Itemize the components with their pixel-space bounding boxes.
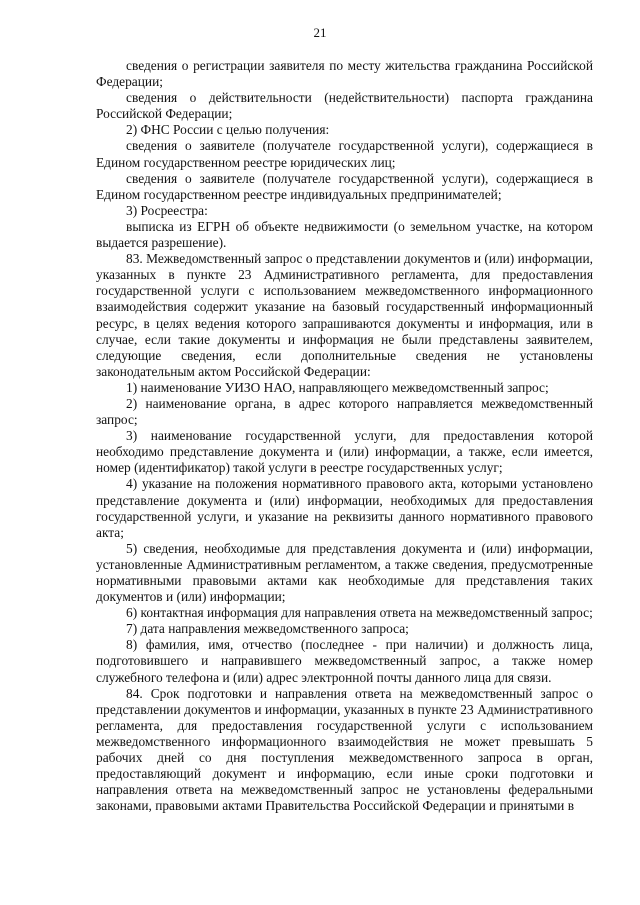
paragraph-83: 83. Межведомственный запрос о представлении документов и (или) информации, указанных в пункте 23 Административного регламента, для предоставления государственной услуги с использованием межведомственного информационного взаимодействия содержит указание на базовый государственный информационный ресурс, в целях ведения которого запрашиваются документы и информация, или в случае, если такие документы и информация не были представлены заявителем, следующие сведения, если дополнительные сведения не установлены законодательным актом Российской Федерации: <box>96 251 593 379</box>
paragraph-83-item-7: 7) дата направления межведомственного запроса; <box>126 621 409 637</box>
paragraph-83-item-2: 2) наименование органа, в адрес которого направляется межведомственный запрос; <box>96 395 593 428</box>
paragraph-83-item-4: 4) указание на положения нормативного правового акта, которыми установлено представление документа и (или) информации, необходимых для предоставления государственной услуги, и указание на реквизиты данного нормативного правового акта; <box>96 476 593 540</box>
paragraph-egrul-info: сведения о заявителе (получателе государственной услуги), содержащиеся в Едином государственном реестре юридических лиц; <box>96 138 593 170</box>
paragraph-83-item-8: 8) фамилия, имя, отчество (последнее - при наличии) и должность лица, подготовившего и направившего межведомственный запрос, а также номер служебного телефона и (или) адрес электронной почты данного лица для связи. <box>96 637 593 685</box>
paragraph-rosreestr-heading: 3) Росреестра: <box>126 202 208 218</box>
paragraph-83-item-3: 3) наименование государственной услуги, для предоставления которой необходимо представление документа и (или) информации, а также, если имеется, номер (идентификатор) такой услуги в реестре государственных услуг; <box>96 428 593 476</box>
paragraph-84: 84. Срок подготовки и направления ответа на межведомственный запрос о представлении документов и информации, указанных в пункте 23 Административного регламента, для предоставления государственной услуги с использованием межведомственного информационного взаимодействия не может превышать 5 рабочих дней со дня поступления межведомственного запроса в орган, предоставляющий документ и информацию, если иные сроки подготовки и направления ответа на межведомственный запрос не установлены федеральными законами, правовыми актами Правительства Российской Федерации и принятыми в <box>96 685 593 814</box>
paragraph-passport-validity: сведения о действительности (недействительности) паспорта гражданина Российской Федерации; <box>96 90 593 122</box>
paragraph-83-item-6: 6) контактная информация для направления ответа на межведомственный запрос; <box>126 605 593 621</box>
paragraph-83-item-1: 1) наименование УИЗО НАО, направляющего межведомственный запрос; <box>126 379 549 395</box>
paragraph-83-item-5: 5) сведения, необходимые для представления документа и (или) информации, установленные Административным регламентом, а также сведения, предусмотренные нормативными правовыми актами как необходимые для представления таких документов и (или) информации; <box>96 540 593 605</box>
paragraph-registration-info: сведения о регистрации заявителя по месту жительства гражданина Российской Федерации; <box>96 58 593 90</box>
page-number: 21 <box>313 25 327 40</box>
paragraph-egrip-info: сведения о заявителе (получателе государственной услуги), содержащиеся в Едином государственном реестре индивидуальных предпринимателей; <box>96 170 593 202</box>
page-body <box>96 58 593 814</box>
paragraph-egrn-extract: выписка из ЕГРН об объекте недвижимости (о земельном участке, на котором выдается разрешение). <box>96 218 593 251</box>
paragraph-fns-heading: 2) ФНС России с целью получения: <box>126 122 330 138</box>
